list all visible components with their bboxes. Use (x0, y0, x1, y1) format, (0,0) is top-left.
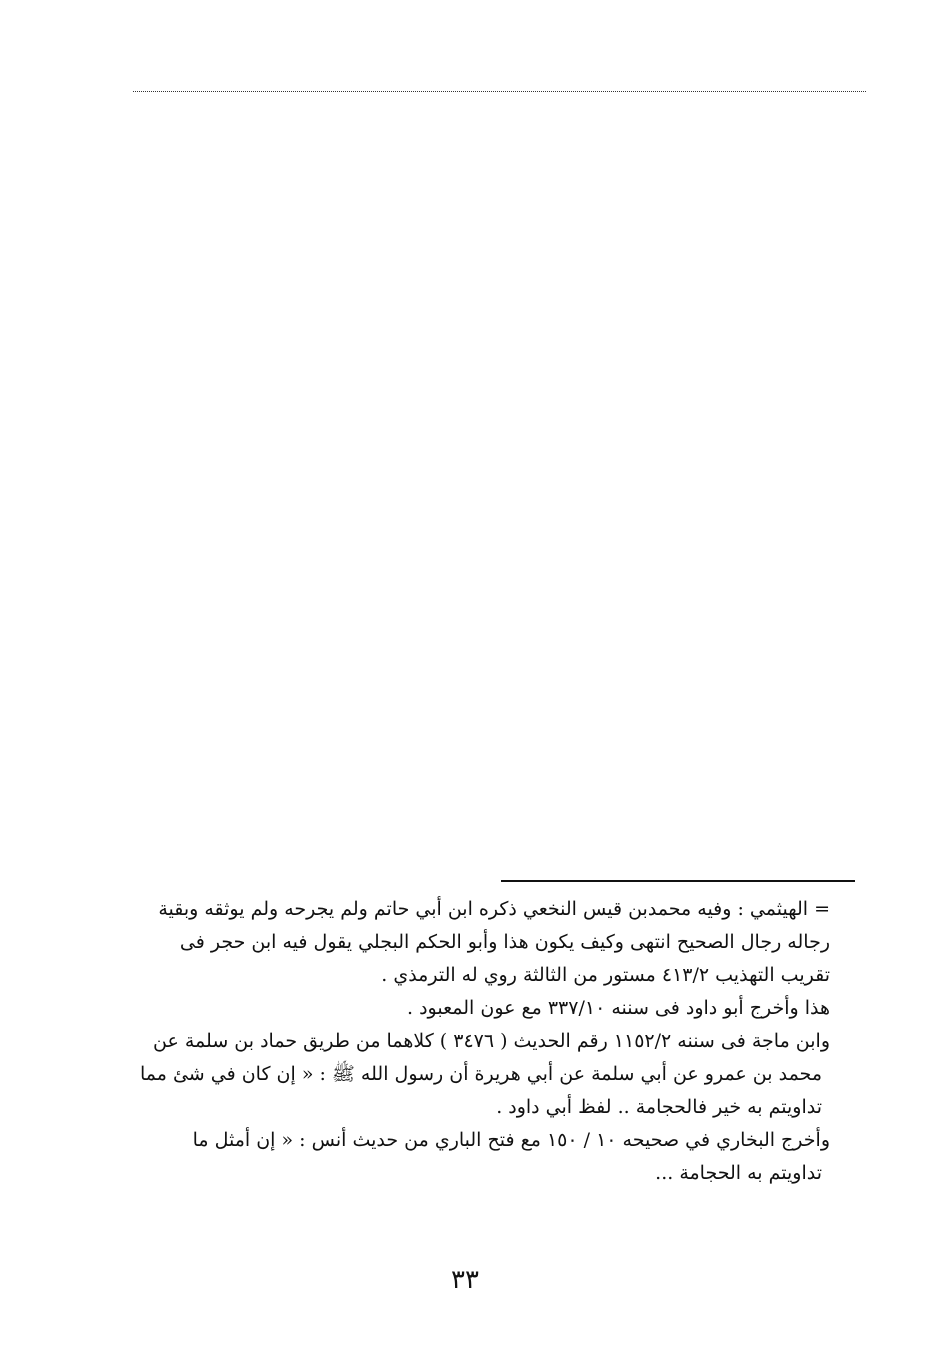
footnote-separator (501, 880, 855, 882)
footnote-bukhari (112, 1124, 830, 1190)
footnotes (112, 893, 830, 1190)
header-dotted-rule (133, 91, 866, 92)
footnote-line: = الهيثمي : وفيه محمدبن قيس النخعي ذكره ابن أبي حاتم ولم يجرحه ولم يوثقه وبقية (158, 898, 830, 920)
footnote-line: رجاله رجال الصحيح انتهى وكيف يكون هذا وأبو الحكم البجلي يقول فيه ابن حجر فى (179, 931, 830, 953)
footnote-abu-dawud (112, 992, 830, 1025)
footnote-line: وأخرج البخاري في صحيحه ١٠ / ١٥٠ مع فتح الباري من حديث أنس : « إن أمثل ما (192, 1129, 830, 1151)
footnote-continuation (112, 893, 830, 992)
footnote-line: تداويتم به الحجامة ... (655, 1162, 822, 1184)
footnote-line: وابن ماجة فى سننه ١١٥٢/٢ رقم الحديث ( ٣٤٧٦ ) كلاهما من طريق حماد بن سلمة عن (153, 1030, 830, 1052)
footnote-line: تداويتم به خير فالحجامة .. لفظ أبي داود . (496, 1096, 822, 1118)
footnote-line: هذا وأخرج أبو داود فى سننه ٣٣٧/١٠ مع عون المعبود . (407, 997, 830, 1019)
footnote-line: تقريب التهذيب ٤١٣/٢ مستور من الثالثة روي له الترمذي . (381, 964, 830, 986)
footnote-line: محمد بن عمرو عن أبي سلمة عن أبي هريرة أن رسول الله ﷺ : « إن كان في شئ مما (139, 1063, 822, 1085)
footnote-ibn-majah (112, 1025, 830, 1124)
page-number: ٣٣ (451, 1265, 479, 1295)
